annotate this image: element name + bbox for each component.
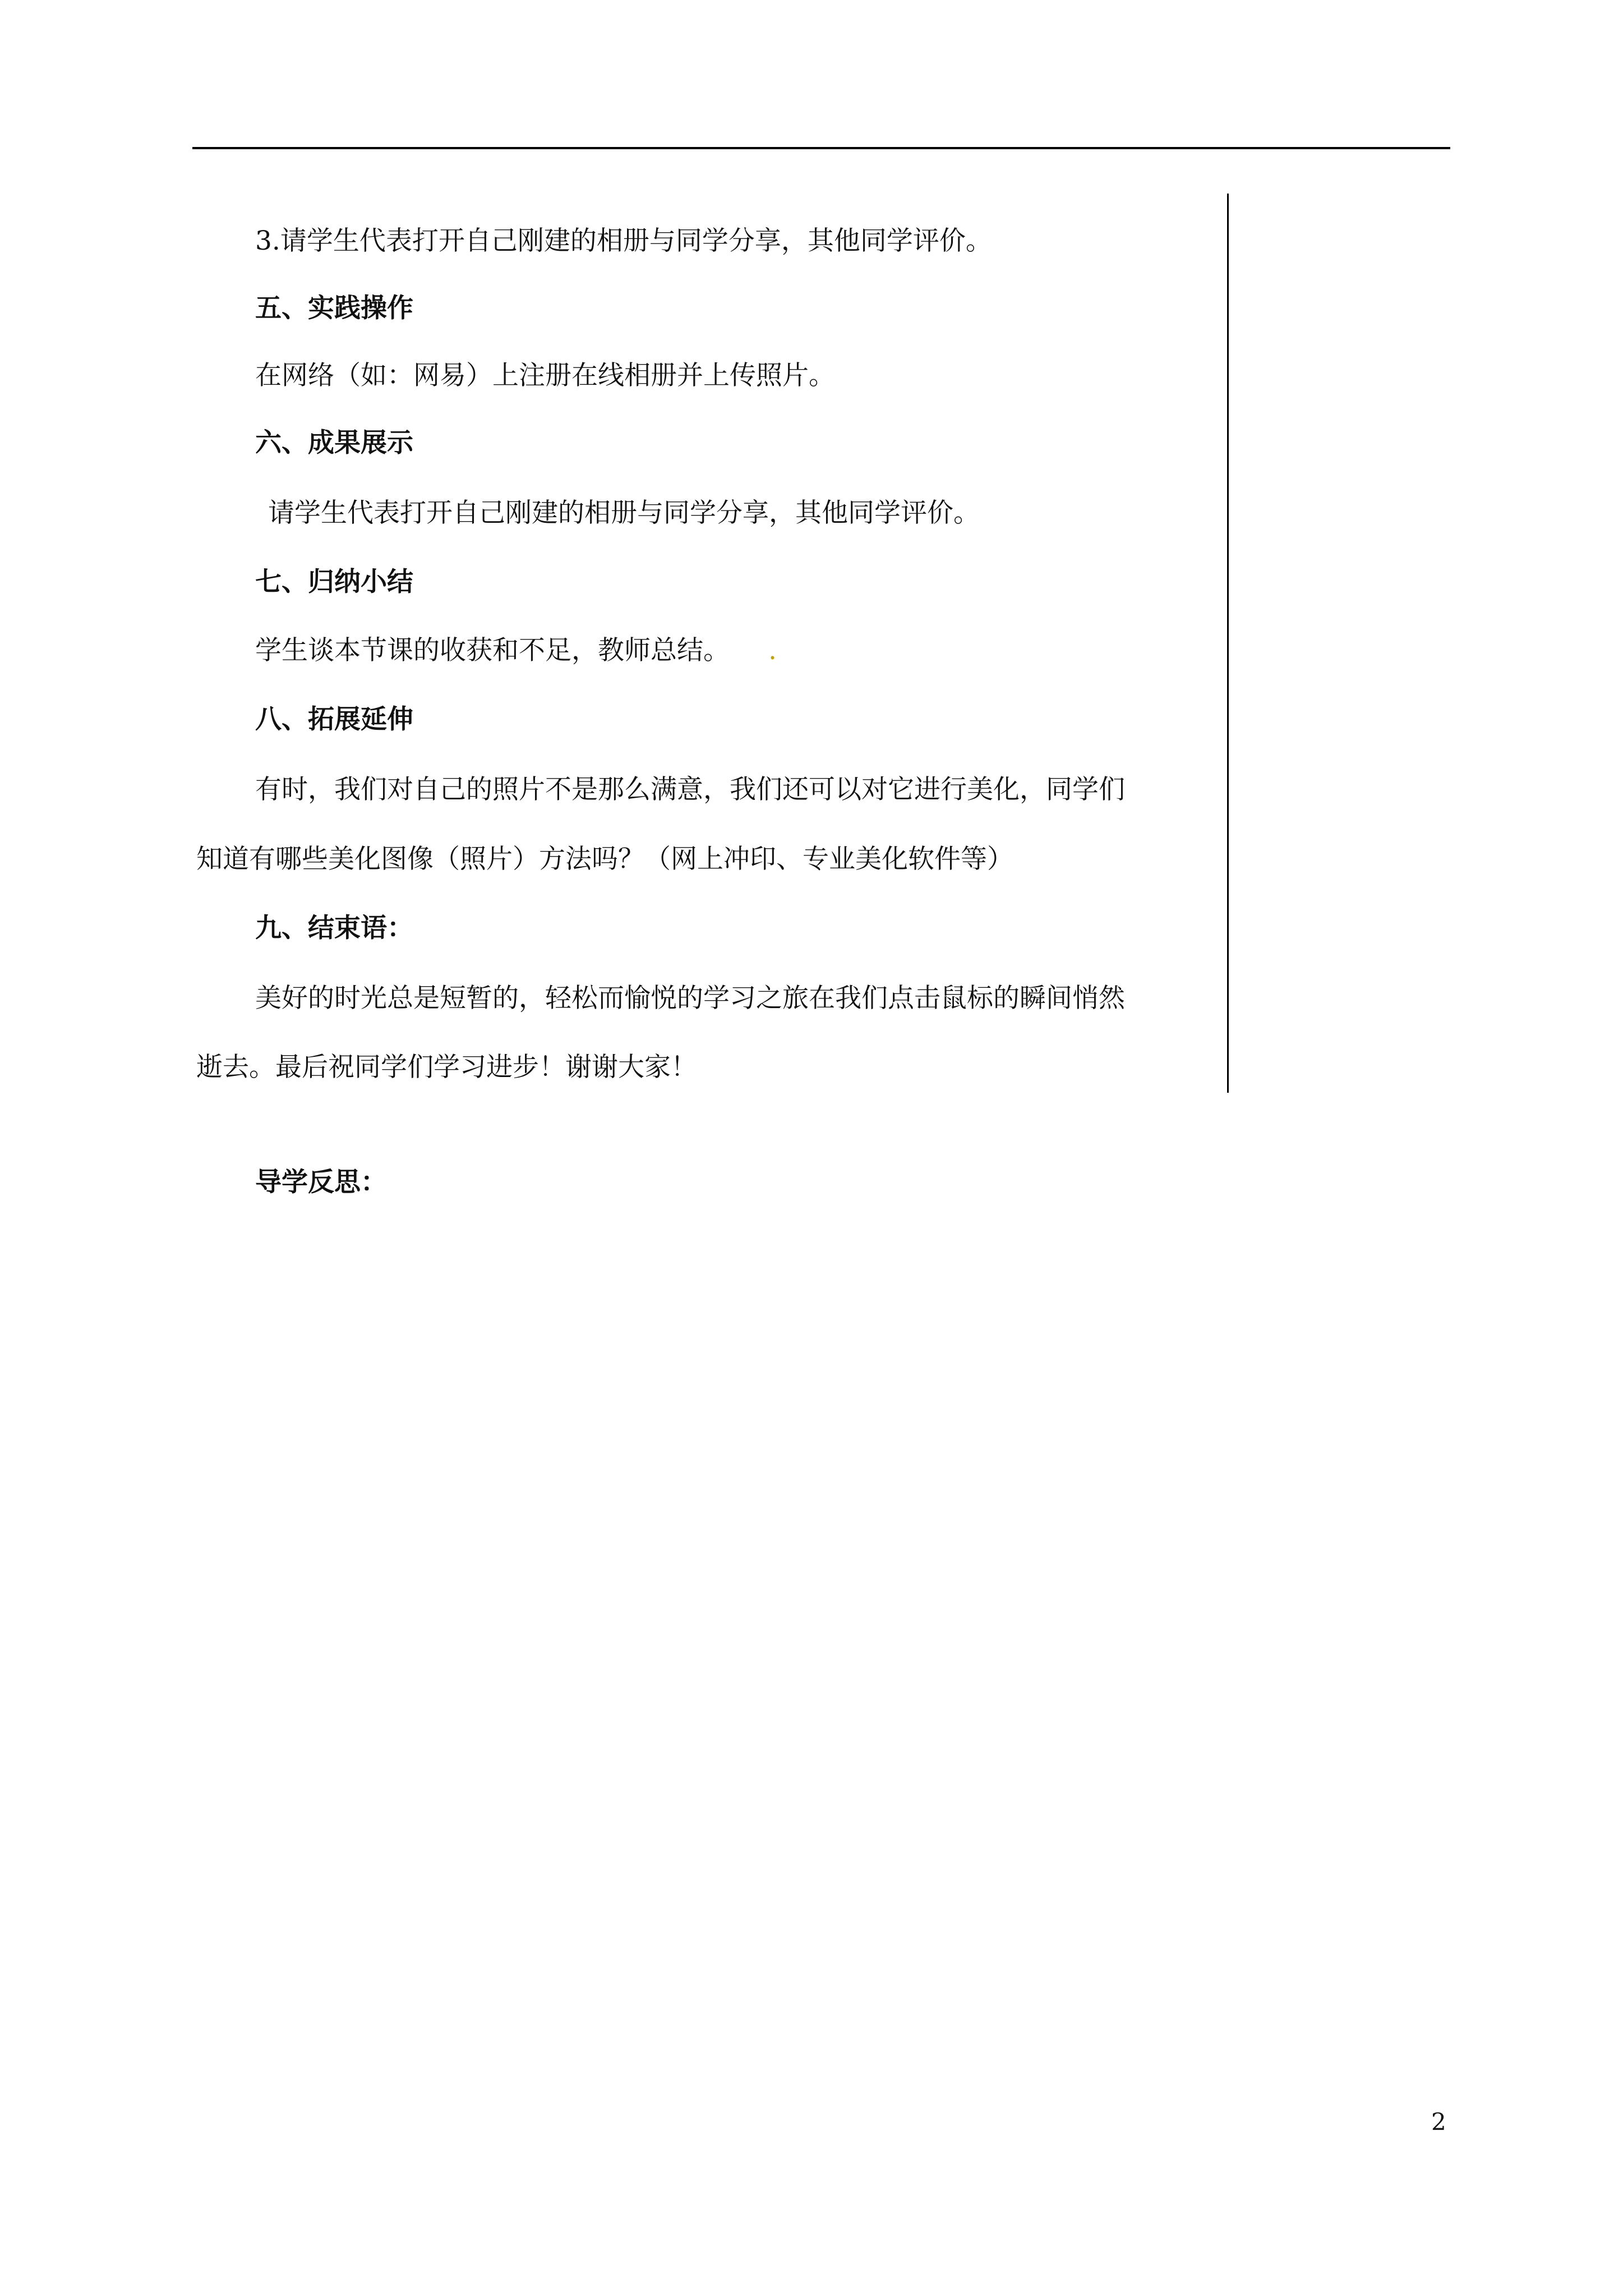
section5-text: 在网络（如：网易）上注册在线相册并上传照片。 — [255, 360, 835, 391]
section6-title: 六、成果展示 — [255, 427, 413, 458]
table-right-border — [1227, 194, 1229, 1093]
section6-text: 请学生代表打开自己刚建的相册与同学分享，其他同学评价。 — [268, 498, 980, 528]
section9-title: 九、结束语： — [255, 913, 413, 944]
section5-title: 五、实践操作 — [255, 293, 413, 324]
section7-title: 七、归纳小结 — [255, 567, 413, 597]
step3-text: 3.请学生代表打开自己刚建的相册与同学分享，其他同学评价。 — [255, 226, 992, 256]
section8-line2: 知道有哪些美化图像（照片）方法吗？（网上冲印、专业美化软件等） — [196, 844, 1013, 875]
section8-line1: 有时，我们对自己的照片不是那么满意，我们还可以对它进行美化，同学们 — [255, 774, 1125, 805]
reflection-title: 导学反思： — [255, 1167, 387, 1198]
page-number: 2 — [1431, 2108, 1446, 2136]
section9-line1: 美好的时光总是短暂的，轻松而愉悦的学习之旅在我们点击鼠标的瞬间悄然 — [255, 983, 1125, 1014]
section8-title: 八、拓展延伸 — [255, 704, 413, 735]
stray-mark: . — [768, 635, 777, 666]
section9-line2: 逝去。最后祝同学们学习进步！谢谢大家！ — [196, 1052, 697, 1083]
section7-text: 学生谈本节课的收获和不足，教师总结。 — [255, 635, 730, 666]
header-rule — [192, 147, 1450, 149]
